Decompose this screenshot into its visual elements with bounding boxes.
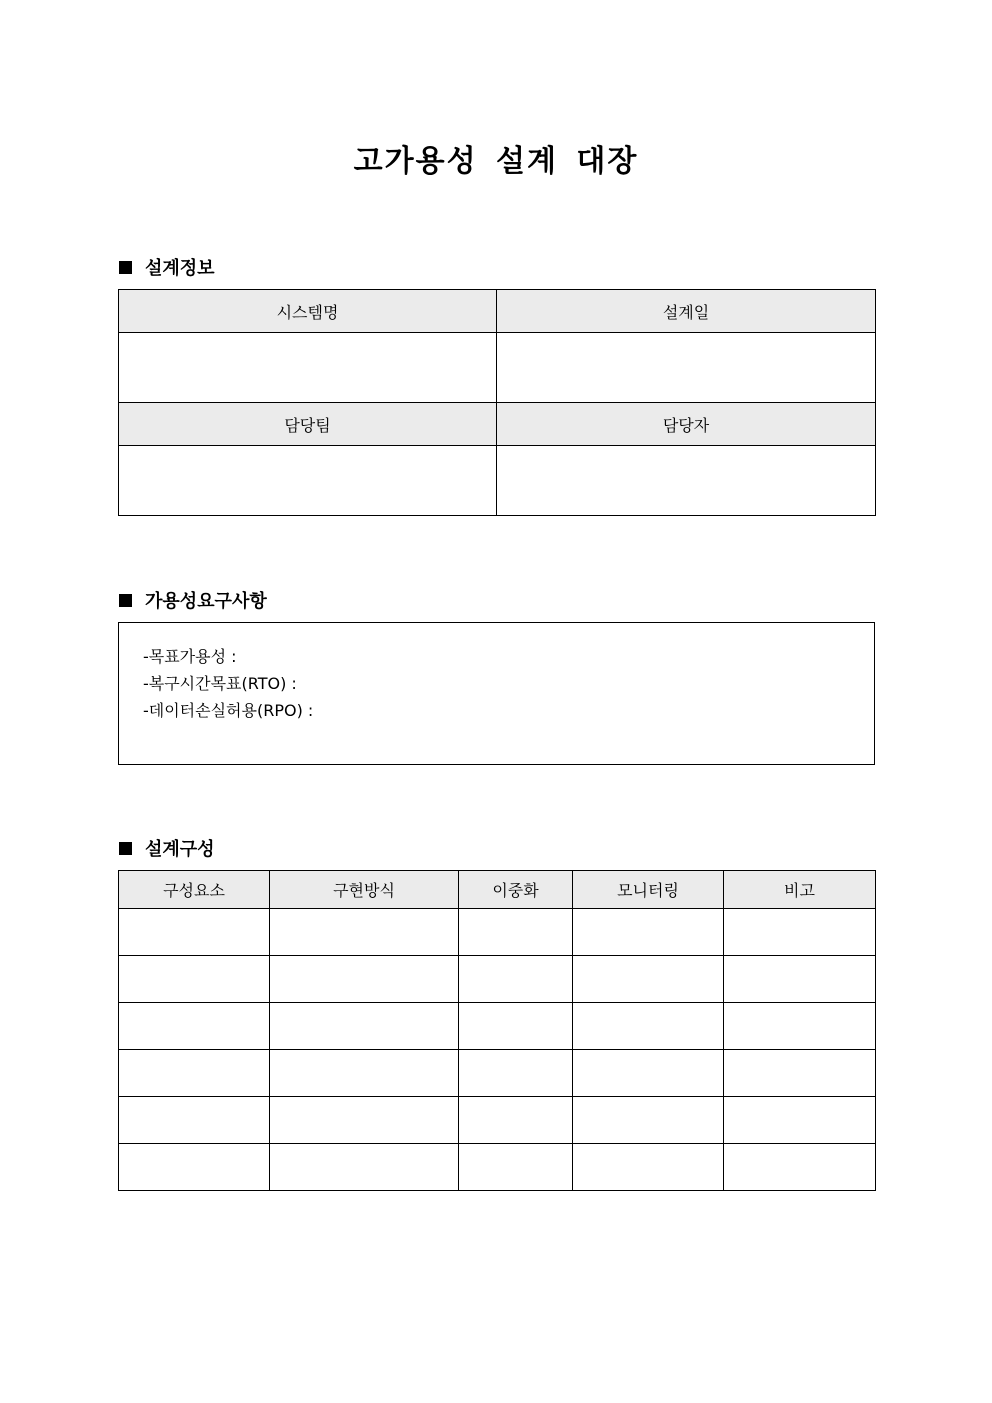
rto-line: -복구시간목표(RTO) :	[143, 674, 297, 693]
table-cell[interactable]	[270, 1144, 459, 1191]
design-date-value[interactable]	[497, 333, 876, 403]
table-cell[interactable]	[573, 1003, 724, 1050]
table-cell[interactable]	[270, 1050, 459, 1097]
manager-header: 담당자	[497, 403, 876, 446]
table-cell[interactable]	[724, 1003, 876, 1050]
table-cell[interactable]	[459, 1050, 573, 1097]
team-value[interactable]	[119, 446, 497, 516]
table-cell[interactable]	[270, 909, 459, 956]
table-cell[interactable]	[459, 1144, 573, 1191]
table-cell[interactable]	[724, 956, 876, 1003]
table-cell[interactable]	[573, 1144, 724, 1191]
design-date-header: 설계일	[497, 290, 876, 333]
table-cell[interactable]	[459, 1097, 573, 1144]
design-info-heading-label: 설계정보	[145, 258, 215, 279]
table-row	[119, 956, 876, 1003]
table-cell[interactable]	[459, 1003, 573, 1050]
table-cell[interactable]	[119, 1050, 270, 1097]
table-cell[interactable]	[724, 1097, 876, 1144]
manager-value[interactable]	[497, 446, 876, 516]
table-cell[interactable]	[270, 956, 459, 1003]
table-header-row	[119, 871, 876, 909]
table-cell[interactable]	[119, 1144, 270, 1191]
column-header-component: 구성요소	[119, 871, 270, 909]
column-header-notes: 비고	[724, 871, 876, 909]
column-header-redundancy: 이중화	[459, 871, 573, 909]
table-cell[interactable]	[459, 909, 573, 956]
table-cell[interactable]	[724, 909, 876, 956]
column-header-implementation: 구현방식	[270, 871, 459, 909]
page-title: 고가용성 설계 대장	[353, 144, 639, 179]
table-cell[interactable]	[573, 1097, 724, 1144]
square-bullet-icon	[119, 594, 132, 607]
table-cell[interactable]	[724, 1050, 876, 1097]
table-cell[interactable]	[573, 909, 724, 956]
table-cell[interactable]	[119, 956, 270, 1003]
table-row	[119, 1050, 876, 1097]
table-cell[interactable]	[573, 956, 724, 1003]
requirements-box[interactable]	[118, 622, 875, 765]
design-info-table	[118, 289, 876, 516]
team-header: 담당팀	[119, 403, 497, 446]
table-row	[119, 909, 876, 956]
design-info-heading	[119, 254, 215, 280]
table-cell[interactable]	[459, 956, 573, 1003]
table-cell[interactable]	[724, 1144, 876, 1191]
table-cell[interactable]	[270, 1003, 459, 1050]
target-availability-line: -목표가용성 :	[143, 647, 237, 666]
table-row	[119, 1097, 876, 1144]
system-name-header: 시스템명	[119, 290, 497, 333]
table-cell[interactable]	[119, 1003, 270, 1050]
components-heading	[119, 835, 215, 861]
square-bullet-icon	[119, 842, 132, 855]
column-header-monitoring: 모니터링	[573, 871, 724, 909]
table-row	[119, 1003, 876, 1050]
table-row	[119, 1144, 876, 1191]
components-table	[118, 870, 876, 1191]
components-heading-label: 설계구성	[145, 839, 215, 860]
system-name-value[interactable]	[119, 333, 497, 403]
table-cell[interactable]	[270, 1097, 459, 1144]
rpo-line: -데이터손실허용(RPO) :	[143, 701, 314, 720]
square-bullet-icon	[119, 261, 132, 274]
table-cell[interactable]	[119, 909, 270, 956]
requirements-heading-label: 가용성요구사항	[145, 591, 267, 612]
table-cell[interactable]	[573, 1050, 724, 1097]
table-cell[interactable]	[119, 1097, 270, 1144]
requirements-heading	[119, 587, 267, 613]
